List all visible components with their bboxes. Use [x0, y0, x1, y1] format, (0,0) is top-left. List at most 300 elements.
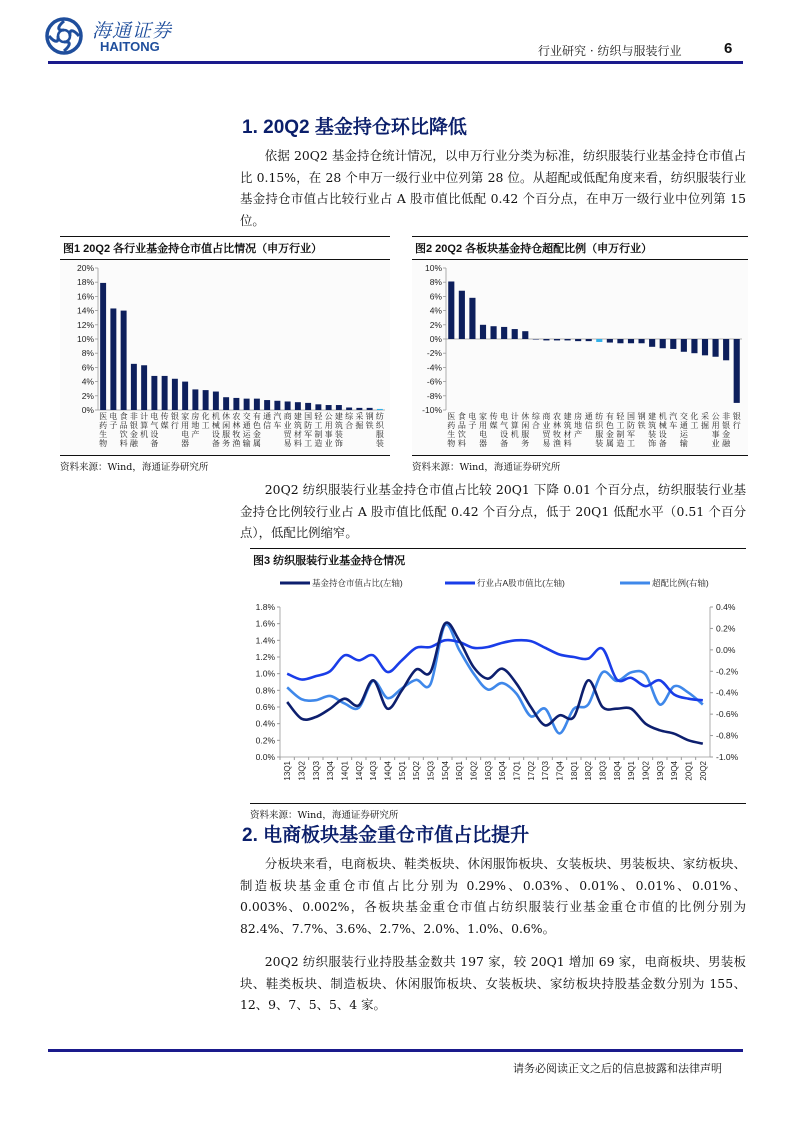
svg-text:铁: 铁	[365, 421, 374, 430]
right-y-tick: -0.4%	[716, 687, 739, 698]
bar	[326, 405, 332, 410]
right-y-tick: 0.4%	[716, 602, 736, 612]
y-tick-label: 16%	[76, 291, 94, 302]
y-tick-label: 4%	[81, 376, 94, 387]
x-tick-label: 19Q4	[670, 761, 680, 781]
svg-text:金: 金	[605, 430, 614, 439]
svg-text:品: 品	[119, 421, 128, 430]
left-y-tick: 1.4%	[255, 635, 275, 646]
x-tick-label: 13Q1	[283, 761, 293, 781]
section2-text-1: 分板块来看，电商板块、鞋类板块、休闲服饰板块、女装板块、男装板块、家纺板块、制造板块基金重仓市值占比分别为 0.29%、0.03%、0.01%、0.01%、0.01%、0.003%、0.002%，各板块基金重仓市值占纺织服装行业基金重仓市值的比例分别为 82.4%、7.7%、3.6%、2.7%、2.0%、1.0%、0.6%。	[240, 856, 746, 936]
svg-text:房: 房	[191, 412, 200, 421]
svg-text:电: 电	[150, 412, 159, 421]
x-tick-label: 15Q4	[440, 761, 450, 781]
x-tick-label	[490, 411, 498, 430]
svg-text:公: 公	[711, 412, 720, 421]
svg-text:易: 易	[283, 439, 292, 448]
x-tick-label	[294, 411, 302, 448]
svg-text:筑: 筑	[293, 421, 302, 430]
x-tick-label	[458, 411, 466, 448]
y-tick-label: 12%	[76, 319, 94, 330]
svg-text:基金持仓市值占比(左轴): 基金持仓市值占比(左轴)	[312, 578, 403, 588]
svg-text:商: 商	[283, 412, 292, 421]
section1-text: 依据 20Q2 基金持仓统计情况，以申万行业分类为标准，纺织服装行业基金持仓市值占比 0.15%，在 28 个申万一级行业中位列第 28 位。从超配或低配角度来看，纺织服装行业基金持仓市值占比较行业占 A 股市值比低配 0.42 个百分点，在申万一级行业中位列第 15 位。	[240, 148, 746, 228]
svg-text:交: 交	[242, 412, 251, 421]
x-tick-label	[564, 411, 572, 448]
footer-disclaimer: 请务必阅读正文之后的信息披露和法律声明	[513, 1062, 722, 1075]
bar	[131, 364, 137, 410]
y-tick-label: 18%	[76, 277, 94, 288]
bar	[172, 379, 178, 410]
bar	[448, 281, 454, 339]
x-tick-label: 19Q2	[641, 761, 651, 781]
svg-text:银: 银	[170, 412, 179, 421]
bar	[203, 390, 209, 410]
svg-text:药: 药	[99, 421, 108, 430]
header-section-label: 行业研究 · 纺织与服装行业	[538, 44, 682, 58]
x-tick-label: 15Q1	[397, 761, 407, 781]
x-tick-label	[500, 411, 508, 448]
svg-text:机: 机	[140, 430, 149, 439]
x-tick-label	[335, 411, 343, 448]
x-tick-label	[284, 411, 293, 448]
bar	[192, 389, 198, 410]
bar	[702, 339, 708, 355]
svg-text:服: 服	[222, 430, 231, 439]
bar	[501, 327, 507, 339]
x-tick-label: 15Q2	[412, 761, 422, 781]
svg-text:非: 非	[722, 412, 731, 421]
bar	[285, 401, 291, 410]
svg-text:电: 电	[479, 430, 487, 439]
svg-text:地: 地	[191, 421, 200, 430]
left-y-tick: 0.8%	[255, 685, 275, 696]
x-tick-label	[345, 411, 354, 430]
svg-text:纺: 纺	[595, 412, 604, 421]
svg-text:气: 气	[150, 421, 159, 430]
svg-text:信: 信	[584, 421, 593, 430]
x-tick-label	[606, 411, 614, 448]
svg-text:建: 建	[334, 412, 343, 421]
right-y-tick: -0.2%	[716, 666, 739, 677]
svg-text:军: 军	[627, 430, 635, 439]
svg-text:事: 事	[711, 430, 720, 439]
bar	[660, 339, 666, 348]
svg-text:融: 融	[129, 439, 138, 448]
x-tick-label: 14Q4	[383, 761, 393, 781]
svg-text:设: 设	[150, 430, 159, 439]
x-tick-label: 16Q1	[455, 761, 465, 781]
right-y-tick: -1.0%	[716, 752, 739, 762]
svg-text:通: 通	[242, 421, 251, 430]
svg-text:医: 医	[447, 412, 456, 421]
svg-text:媒: 媒	[489, 421, 498, 430]
footer-rule	[48, 1049, 743, 1052]
svg-text:纺: 纺	[375, 412, 384, 421]
x-tick-label: 20Q2	[698, 761, 708, 781]
bar	[565, 339, 571, 340]
svg-text:用: 用	[479, 421, 487, 430]
figure2-source: 资料来源：Wind，海通证券研究所	[412, 455, 748, 473]
figure3-intro-text: 20Q2 纺织服装行业基金持仓市值占比较 20Q1 下降 0.01 个百分点，纺织服装行业基金持仓比例较行业占 A 股市值比低配 0.42 个百分点，低于 20Q1 低配水平（0.51 个百分点），低配比例缩窄。	[240, 482, 746, 540]
bar	[522, 331, 528, 339]
figure1-title: 图1 20Q2 各行业基金持仓市值占比情况（申万行业）	[60, 236, 390, 260]
x-tick-label: 17Q4	[555, 761, 565, 781]
x-tick-label	[304, 412, 312, 448]
figure2-title: 图2 20Q2 各板块基金持仓超配比例（申万行业）	[412, 236, 748, 260]
x-tick-label	[722, 411, 731, 448]
svg-text:饰: 饰	[648, 439, 657, 448]
bar	[681, 339, 687, 352]
figure2-bar-chart	[412, 260, 748, 455]
svg-text:牧: 牧	[553, 430, 561, 439]
svg-text:家: 家	[479, 412, 487, 421]
x-tick-label	[314, 411, 323, 448]
left-y-tick: 0.4%	[255, 718, 275, 729]
y-tick-label: 0%	[81, 405, 94, 415]
x-tick-label	[733, 411, 741, 430]
left-y-tick: 1.6%	[255, 618, 275, 629]
x-tick-label	[447, 412, 455, 448]
svg-text:传: 传	[489, 412, 498, 421]
bar	[554, 339, 560, 340]
y-tick-label: 8%	[81, 348, 94, 359]
x-tick-label: 16Q4	[498, 761, 508, 781]
logo-name-cn: 海通证券	[92, 20, 173, 42]
svg-text:农: 农	[553, 412, 561, 421]
svg-text:银: 银	[732, 412, 741, 421]
svg-text:筑: 筑	[563, 421, 572, 430]
svg-text:产: 产	[191, 430, 200, 439]
svg-text:食: 食	[119, 412, 128, 421]
svg-text:掘: 掘	[701, 421, 709, 430]
y-tick-label: -2%	[426, 348, 442, 359]
svg-text:交: 交	[679, 412, 688, 421]
figure1-source: 资料来源：Wind，海通证券研究所	[60, 455, 390, 473]
y-tick-label: -6%	[426, 376, 442, 387]
x-tick-label: 14Q1	[340, 761, 350, 781]
svg-text:医: 医	[99, 412, 108, 421]
bar	[628, 339, 634, 343]
x-tick-label: 14Q3	[369, 761, 379, 781]
legend-item	[620, 578, 709, 588]
svg-text:制: 制	[314, 430, 323, 439]
svg-text:备: 备	[211, 439, 220, 448]
svg-text:国: 国	[304, 412, 313, 421]
bar	[110, 308, 116, 410]
svg-text:休: 休	[521, 412, 530, 421]
y-tick-label: -10%	[422, 405, 442, 415]
bar	[607, 339, 613, 343]
x-tick-label	[130, 411, 139, 448]
svg-text:用: 用	[181, 421, 190, 430]
svg-text:金: 金	[129, 430, 138, 439]
svg-text:机: 机	[658, 412, 667, 421]
right-y-tick: -0.6%	[716, 709, 739, 720]
x-tick-label	[140, 411, 148, 439]
y-tick-label: 10%	[76, 334, 94, 344]
x-tick-label	[263, 411, 271, 430]
svg-text:工: 工	[304, 439, 313, 448]
bar	[254, 399, 260, 410]
svg-text:料: 料	[563, 439, 572, 448]
svg-text:材: 材	[563, 430, 572, 439]
svg-text:媒: 媒	[160, 421, 169, 430]
x-tick-label	[366, 411, 374, 430]
x-tick-label: 13Q4	[326, 761, 336, 781]
figure3-source: 资料来源：Wind，海通证券研究所	[250, 803, 746, 821]
left-y-tick: 0.0%	[255, 752, 275, 762]
left-y-tick: 0.6%	[255, 702, 275, 712]
bar	[617, 339, 623, 343]
legend-item	[445, 578, 565, 588]
x-tick-label	[171, 411, 179, 430]
svg-text:服: 服	[595, 430, 604, 439]
bar	[244, 399, 250, 410]
svg-text:有: 有	[252, 412, 261, 421]
x-tick-label	[181, 411, 189, 448]
y-tick-label: 6%	[81, 362, 94, 373]
svg-text:色: 色	[605, 421, 614, 430]
svg-text:渔: 渔	[553, 439, 561, 448]
x-tick-label	[109, 411, 117, 430]
svg-text:饮: 饮	[119, 430, 128, 439]
y-tick-label: 10%	[424, 263, 442, 273]
x-tick-label	[376, 411, 385, 448]
figure3-intro-paragraph	[240, 479, 746, 544]
x-tick-label	[585, 411, 593, 430]
svg-text:备: 备	[150, 439, 159, 448]
bar	[734, 339, 740, 403]
bar	[346, 408, 352, 410]
x-tick-label	[553, 411, 561, 448]
svg-text:造: 造	[616, 439, 625, 448]
svg-text:务: 务	[222, 439, 231, 448]
svg-text:地: 地	[574, 421, 583, 430]
x-tick-label	[120, 411, 128, 448]
svg-text:银: 银	[722, 421, 731, 430]
svg-text:机: 机	[211, 412, 220, 421]
svg-text:料: 料	[457, 439, 466, 448]
svg-text:电: 电	[500, 412, 509, 421]
x-tick-label: 18Q4	[612, 761, 622, 781]
page-header	[0, 0, 793, 70]
svg-text:通: 通	[679, 421, 688, 430]
svg-text:化: 化	[690, 412, 699, 421]
svg-text:防: 防	[627, 421, 635, 430]
x-tick-label: 13Q2	[297, 761, 307, 781]
svg-text:金: 金	[252, 430, 261, 439]
x-tick-label: 18Q3	[598, 761, 608, 781]
svg-text:饰: 饰	[334, 439, 343, 448]
svg-text:饮: 饮	[457, 430, 466, 439]
svg-text:渔: 渔	[232, 439, 241, 448]
x-tick-label	[521, 411, 529, 448]
svg-text:算: 算	[140, 421, 149, 430]
figure2	[412, 236, 748, 473]
svg-text:造: 造	[314, 439, 323, 448]
svg-text:运: 运	[242, 430, 251, 439]
svg-text:化: 化	[201, 412, 210, 421]
x-tick-label: 18Q1	[569, 761, 579, 781]
svg-text:织: 织	[375, 421, 384, 430]
bar	[182, 382, 188, 410]
svg-text:用: 用	[324, 421, 333, 430]
svg-text:料: 料	[119, 439, 128, 448]
left-y-tick: 1.8%	[255, 602, 275, 612]
svg-text:行业占A股市值比(左轴): 行业占A股市值比(左轴)	[477, 578, 565, 588]
bar	[264, 400, 270, 410]
x-tick-label	[648, 411, 656, 448]
x-tick-label	[616, 411, 625, 448]
bar	[151, 376, 157, 410]
x-tick-label: 13Q3	[311, 761, 321, 781]
svg-text:钢: 钢	[637, 412, 646, 421]
bar	[100, 283, 106, 410]
svg-text:商: 商	[542, 412, 551, 421]
x-tick-label	[222, 411, 230, 448]
svg-text:车: 车	[669, 421, 678, 430]
section1-paragraph	[240, 145, 746, 231]
x-tick-label: 15Q3	[426, 761, 436, 781]
x-tick-label	[232, 411, 240, 448]
svg-text:合: 合	[531, 421, 540, 430]
svg-text:药: 药	[447, 421, 456, 430]
x-tick-label	[680, 411, 689, 448]
svg-text:设: 设	[658, 430, 667, 439]
svg-text:务: 务	[521, 439, 530, 448]
svg-text:筑: 筑	[334, 421, 343, 430]
svg-text:织: 织	[595, 421, 604, 430]
y-tick-label: 6%	[429, 291, 442, 302]
svg-text:业: 业	[324, 439, 333, 448]
svg-text:融: 融	[722, 439, 731, 448]
x-tick-label	[468, 411, 476, 430]
svg-text:器: 器	[181, 439, 190, 448]
svg-text:食: 食	[457, 412, 466, 421]
svg-text:银: 银	[129, 421, 138, 430]
x-tick-label	[669, 411, 677, 430]
svg-text:电: 电	[109, 412, 118, 421]
svg-text:国: 国	[627, 412, 635, 421]
svg-text:子: 子	[109, 421, 118, 430]
bar	[336, 405, 342, 410]
y-tick-label: 20%	[76, 263, 94, 273]
svg-text:计: 计	[510, 412, 519, 421]
svg-text:电: 电	[468, 412, 477, 421]
svg-text:产: 产	[574, 430, 583, 439]
bar	[233, 398, 239, 410]
svg-text:算: 算	[510, 421, 519, 430]
svg-text:业: 业	[283, 421, 292, 430]
x-tick-label: 19Q1	[627, 761, 637, 781]
x-tick-label: 19Q3	[655, 761, 665, 781]
x-tick-label	[161, 411, 169, 430]
svg-text:易: 易	[542, 439, 551, 448]
bar	[596, 339, 602, 342]
svg-text:农: 农	[232, 412, 241, 421]
svg-text:工: 工	[616, 421, 625, 430]
svg-text:闲: 闲	[521, 421, 530, 430]
bar	[533, 339, 539, 340]
x-tick-label: 16Q3	[483, 761, 493, 781]
svg-text:工: 工	[690, 421, 699, 430]
svg-text:料: 料	[293, 439, 302, 448]
x-tick-label	[712, 412, 720, 448]
svg-text:筑: 筑	[648, 421, 657, 430]
svg-text:设: 设	[500, 430, 509, 439]
x-tick-label	[355, 411, 363, 430]
svg-text:设: 设	[211, 430, 220, 439]
right-y-tick: 0.0%	[716, 644, 736, 655]
svg-text:运: 运	[679, 430, 688, 439]
bar	[639, 339, 645, 343]
svg-text:综: 综	[345, 412, 354, 421]
bar	[469, 298, 475, 339]
svg-text:有: 有	[605, 412, 614, 421]
svg-text:掘: 掘	[355, 421, 364, 430]
svg-text:工: 工	[627, 439, 635, 448]
bar	[223, 397, 229, 410]
svg-text:工: 工	[201, 421, 210, 430]
x-tick-label: 16Q2	[469, 761, 479, 781]
x-tick-label	[701, 411, 709, 430]
svg-text:牧: 牧	[232, 430, 241, 439]
svg-text:综: 综	[531, 412, 540, 421]
svg-text:家: 家	[181, 412, 190, 421]
left-y-tick: 1.0%	[255, 668, 275, 679]
y-tick-label: -4%	[426, 362, 442, 373]
svg-text:建: 建	[648, 412, 657, 421]
svg-text:房: 房	[574, 412, 583, 421]
bar	[295, 402, 301, 410]
svg-text:装: 装	[595, 439, 604, 448]
bar	[649, 339, 655, 347]
x-tick-label	[574, 411, 582, 439]
svg-text:服: 服	[521, 430, 530, 439]
svg-text:防: 防	[304, 421, 313, 430]
left-y-tick: 0.2%	[255, 735, 275, 746]
svg-text:制: 制	[616, 430, 625, 439]
logo-name-en: HAITONG	[100, 39, 160, 54]
svg-text:贸: 贸	[283, 430, 292, 439]
svg-text:事: 事	[324, 430, 333, 439]
svg-text:装: 装	[648, 430, 657, 439]
bar	[367, 408, 373, 410]
svg-text:物: 物	[447, 439, 456, 448]
svg-text:超配比例(右轴): 超配比例(右轴)	[652, 578, 709, 588]
bar	[315, 404, 321, 410]
svg-text:备: 备	[500, 439, 509, 448]
bar	[586, 339, 592, 341]
bar	[491, 326, 497, 339]
x-tick-label	[479, 411, 487, 448]
y-tick-label: 8%	[429, 277, 442, 288]
bar	[121, 311, 127, 410]
svg-text:公: 公	[324, 412, 333, 421]
section2-text-2: 20Q2 纺织服装行业持股基金数共 197 家，较 20Q1 增加 69 家，电商板块、男装板块、鞋类板块、制造板块、休闲服饰板块、女装板块、家纺板块持股基金数分别为 155、12、9、7、5、5、4 家。	[240, 954, 746, 1012]
svg-text:色: 色	[252, 421, 261, 430]
y-tick-label: 14%	[76, 305, 94, 316]
svg-text:业: 业	[542, 421, 551, 430]
x-tick-label	[638, 411, 646, 430]
svg-text:输: 输	[242, 439, 251, 448]
svg-text:金: 金	[722, 430, 731, 439]
svg-text:非: 非	[129, 412, 138, 421]
section1-heading: 1. 20Q2 基金持仓环比降低	[242, 117, 467, 138]
y-tick-label: 2%	[81, 390, 94, 401]
bar	[213, 392, 219, 410]
